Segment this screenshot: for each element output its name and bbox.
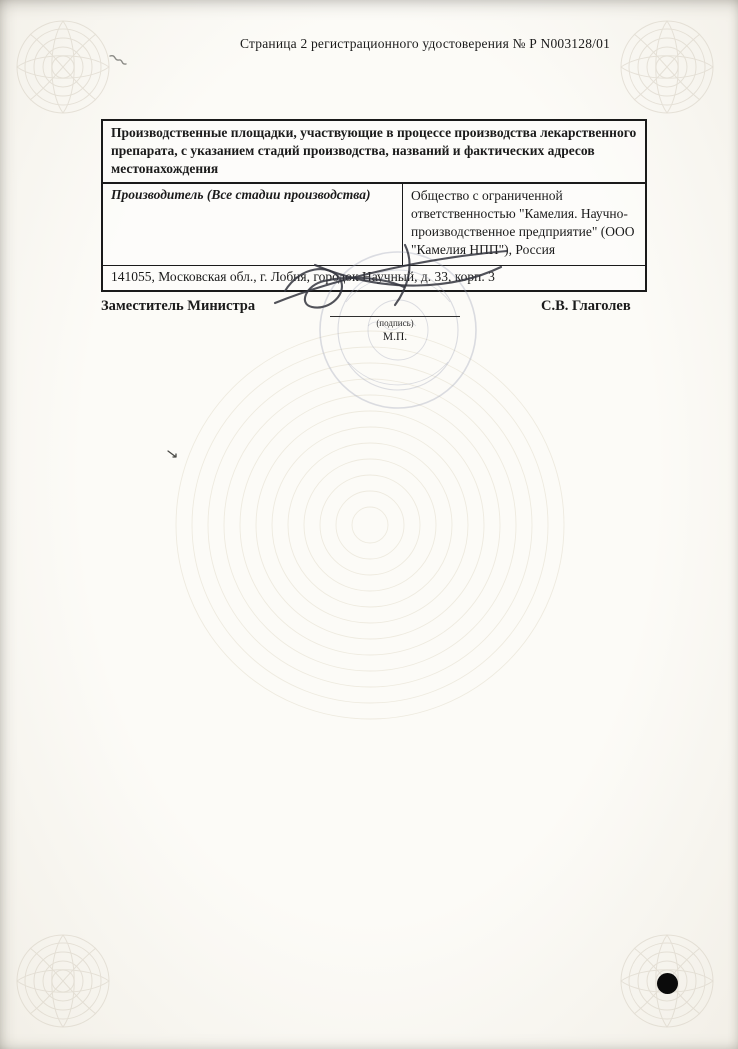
- address-cell: 141055, Московская обл., г. Лобня, городок Научный, д. 33, корп. 3: [111, 268, 495, 284]
- punch-hole-dot: [657, 973, 678, 994]
- seal-caption: М.П.: [382, 331, 408, 343]
- signature-caption: (подпись): [376, 318, 414, 328]
- table-header-cell: Производственные площадки, участвующие в процессе производства лекарственного препарата, с указанием стадий производства, названий и фактических адресов местонахождения: [103, 121, 645, 184]
- signer-name: С.В. Глаголев: [541, 298, 631, 314]
- handwritten-signature-icon: [255, 233, 525, 328]
- producer-label-cell: Производитель (Все стадии производства): [103, 184, 403, 264]
- signature-line: [330, 316, 460, 317]
- guilloche-corner-top-right-icon: [612, 12, 722, 122]
- page-header: Страница 2 регистрационного удостоверения № Р N003128/01: [239, 36, 611, 51]
- signature-line-block: [330, 316, 460, 343]
- minister-title: Заместитель Министра: [101, 298, 256, 314]
- guilloche-corner-top-left-icon: [8, 12, 118, 122]
- stray-ink-mark-icon: [165, 448, 183, 464]
- guilloche-corner-bottom-left-icon: [8, 926, 118, 1036]
- pencil-mark-icon: [106, 52, 132, 70]
- producer-value-cell: Общество с ограниченной ответственностью "Камелия. Научно-производственное предприятие" (ООО "Камелия НПП"), Россия: [411, 188, 635, 257]
